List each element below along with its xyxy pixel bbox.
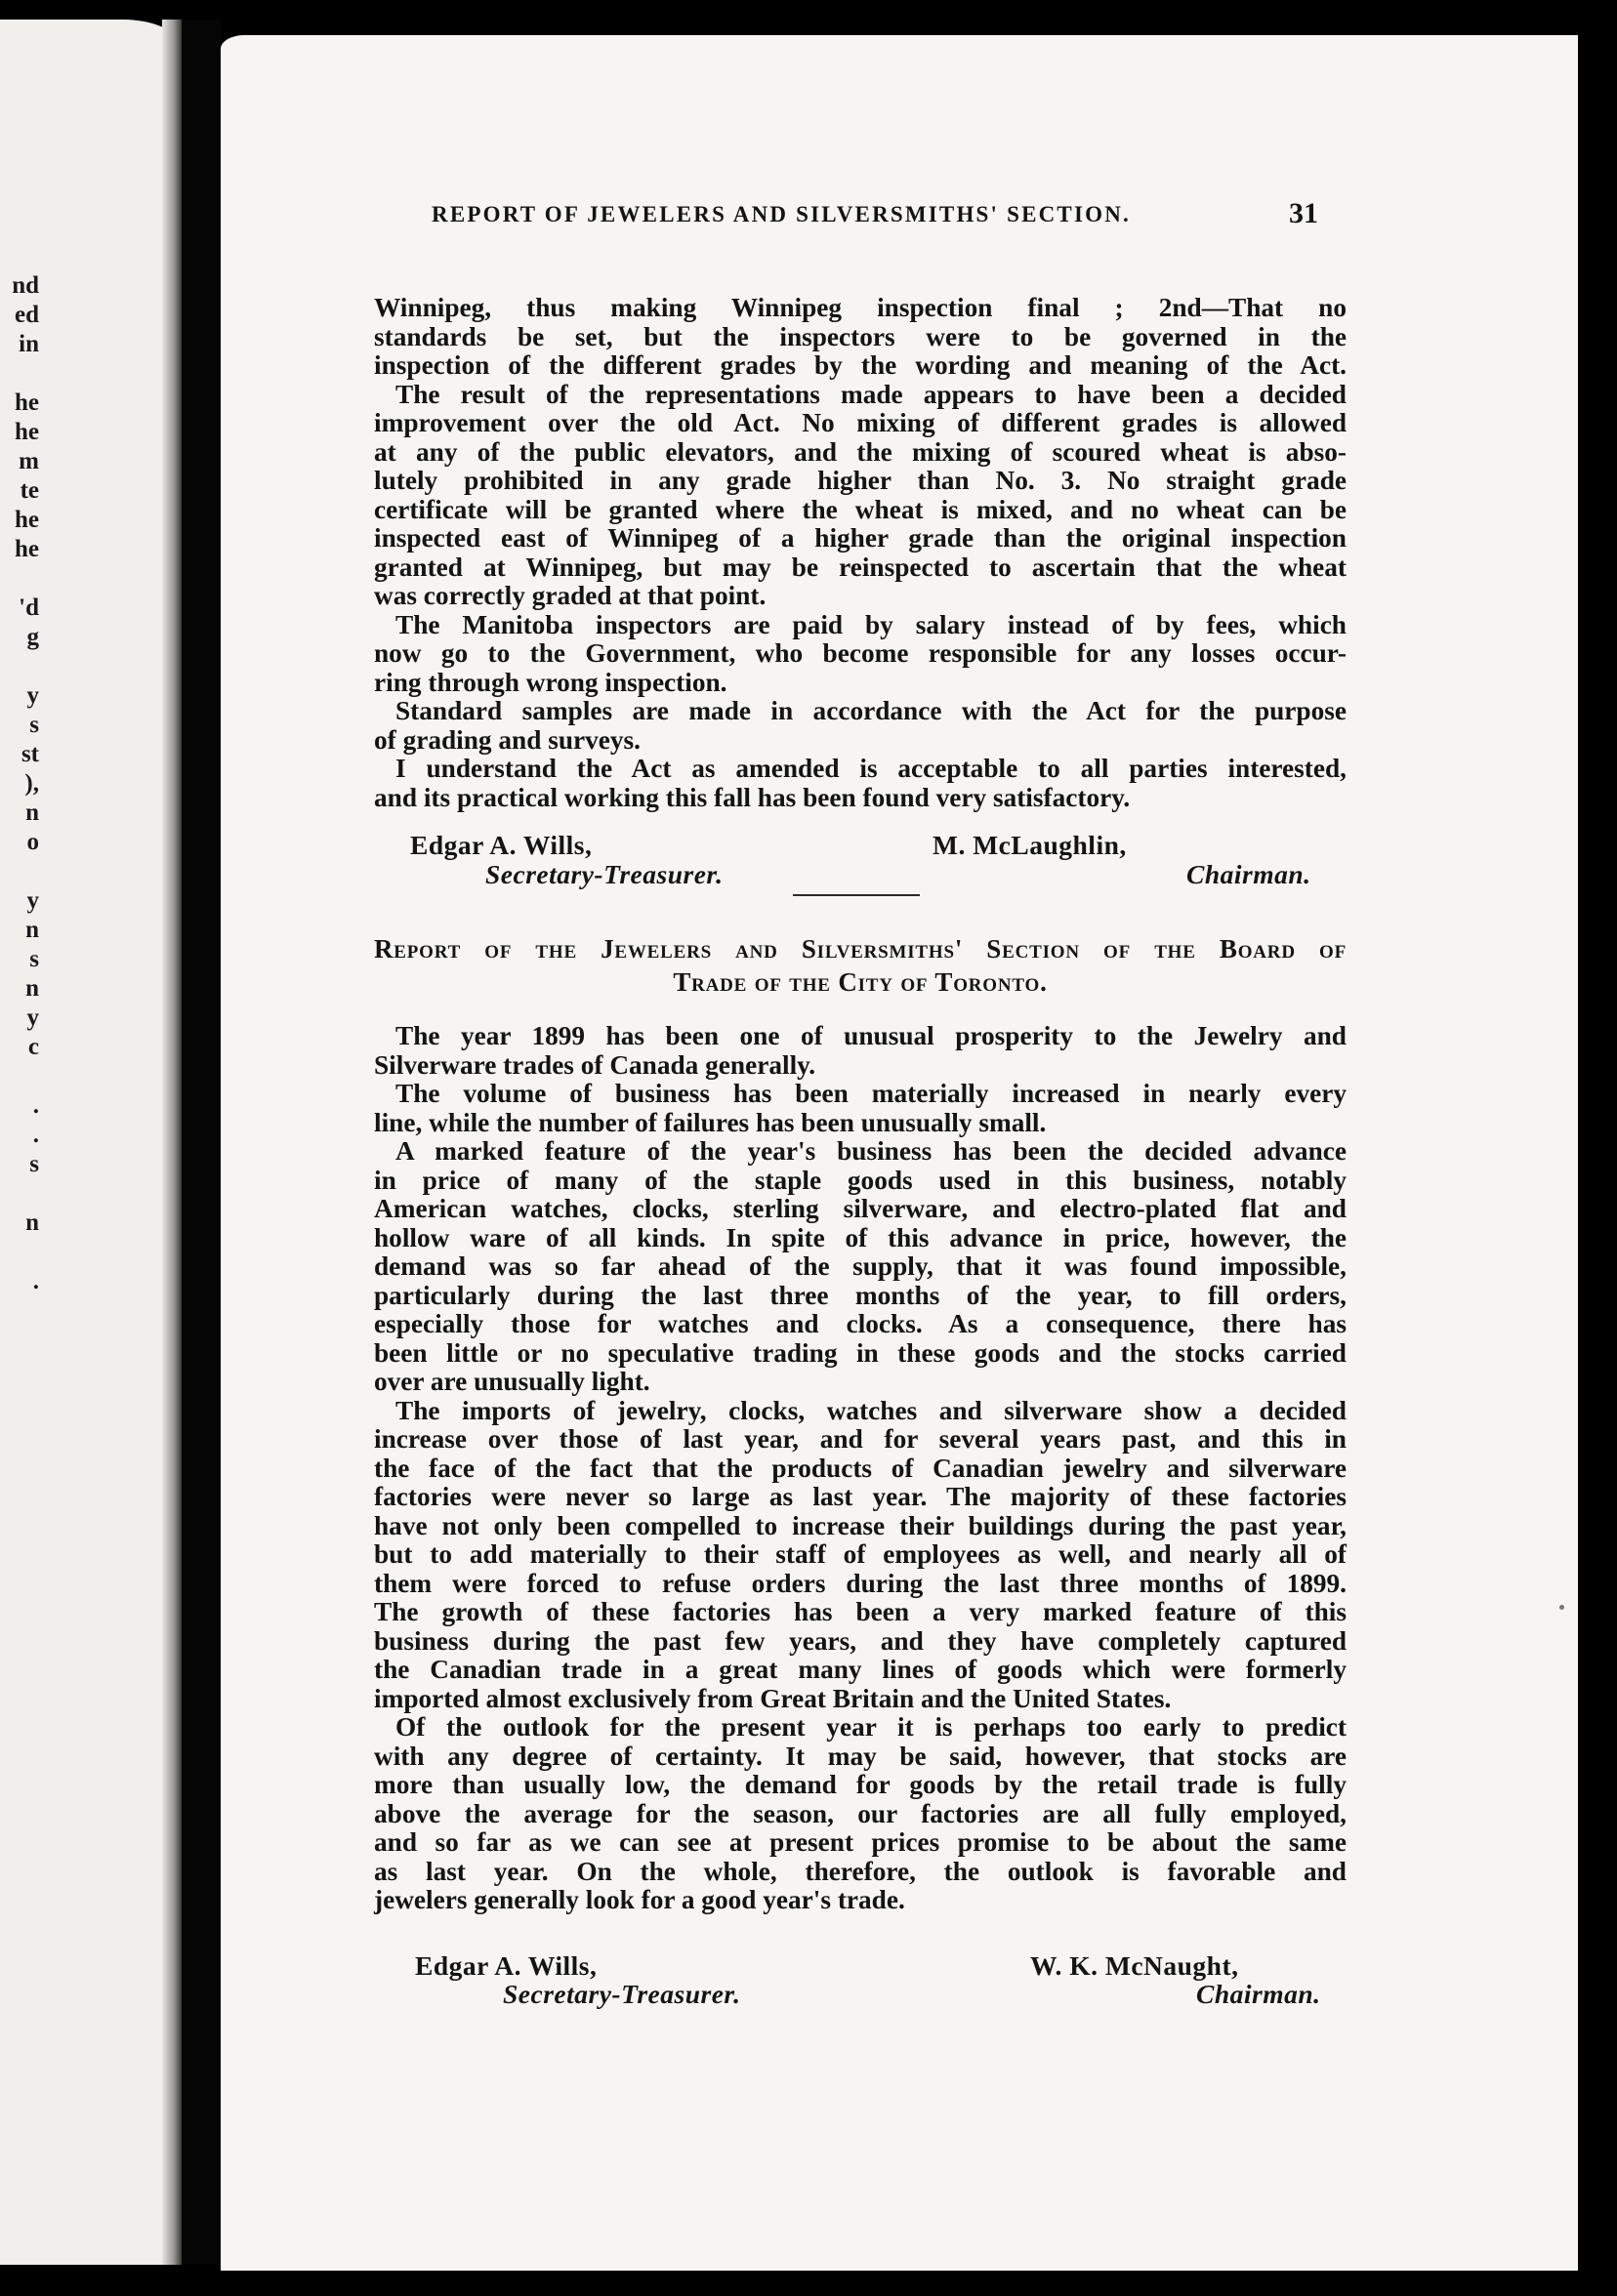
left-page-fragment: o	[26, 829, 39, 855]
section2-heading-line1: Report of the Jewelers and Silversmiths' Section of the Board of	[374, 934, 1347, 964]
left-page-fragment: st	[21, 741, 39, 767]
section1-line: certificate will be granted where the wheat is mixed, and no wheat can be	[374, 494, 1347, 524]
section2-signature-left-title: Secretary-Treasurer.	[503, 1979, 741, 2009]
left-facing-page	[0, 20, 182, 2265]
section1-line: was correctly graded at that point.	[374, 581, 767, 610]
section1-line: Standard samples are made in accordance with the Act for the purpose	[395, 696, 1347, 725]
left-page-fragment: nd	[12, 272, 39, 299]
left-page-fragment: y	[26, 1004, 39, 1031]
section2-signature-left-name: Edgar A. Wills,	[415, 1950, 598, 1981]
left-page-fragment: .	[32, 1092, 39, 1119]
left-page-fragment: n	[25, 1210, 39, 1236]
book-spine	[162, 20, 182, 2265]
section1-line: inspected east of Winnipeg of a higher grade than the original inspection	[374, 523, 1347, 553]
section2-line: factories were never so large as last year. The majority of these factories	[374, 1482, 1347, 1511]
section2-line: them were forced to refuse orders during the last three months of 1899.	[374, 1568, 1347, 1598]
section2-body	[374, 1022, 1347, 1915]
left-page-fragment: in	[19, 331, 39, 357]
left-page-fragment	[0, 1062, 39, 1091]
section2-heading-line2: Trade of the City of Toronto.	[673, 967, 1048, 997]
left-page-fragment: n	[25, 800, 39, 826]
paper-speck	[1559, 1605, 1564, 1610]
left-page-fragment: .	[32, 1122, 39, 1148]
section2-line: but to add materially to their staff of employees as well, and nearly all of	[374, 1539, 1347, 1569]
section2-line: Silverware trades of Canada generally.	[374, 1049, 816, 1080]
section-divider-rule	[793, 894, 920, 896]
section1-line: I understand the Act as amended is acceptable to all parties interested,	[395, 754, 1347, 783]
section2-line: increase over those of last year, and for several years past, and this in	[374, 1424, 1347, 1454]
section2-heading	[374, 932, 1347, 999]
section2-line: and so far as we can see at present prices promise to be about the same	[374, 1827, 1347, 1857]
section2-line: the face of the fact that the products of Canadian jewelry and silverware	[374, 1453, 1347, 1483]
section2-line: been little or no speculative trading in these goods and the stocks carried	[374, 1337, 1347, 1368]
section2-line: jewelers generally look for a good year's trade.	[374, 1885, 905, 1914]
section2-line: over are unusually light.	[374, 1367, 650, 1396]
section1-line: of grading and surveys.	[374, 724, 642, 755]
left-page-fragment	[0, 1296, 39, 1326]
page-number: 31	[1289, 197, 1318, 229]
left-page-fragment: y	[26, 682, 39, 709]
left-page-fragment: c	[27, 1034, 39, 1060]
left-page-fragment: s	[29, 1151, 39, 1177]
left-page-fragment: s	[29, 712, 39, 738]
section2-line: A marked feature of the year's business has been the decided advance	[395, 1136, 1347, 1166]
section1-signature-left-title: Secretary-Treasurer.	[485, 859, 724, 889]
left-page-fragment: he	[15, 390, 39, 416]
left-page-fragment: y	[26, 887, 39, 914]
section1-line: Winnipeg, thus making Winnipeg inspection final ; 2nd—That no	[374, 293, 1347, 322]
section2-line: The volume of business has been materially increased in nearly every	[395, 1079, 1347, 1108]
left-page-fragment	[0, 1238, 39, 1267]
section1-line: inspection of the different grades by the wording and meaning of the Act.	[374, 350, 1347, 380]
section2-line: more than usually low, the demand for goods by the retail trade is fully	[374, 1770, 1347, 1799]
section2-line: especially those for watches and clocks. As a consequence, there has	[374, 1309, 1347, 1338]
left-page-fragment: m	[19, 448, 39, 474]
section2-line: line, while the number of failures has been unusually small.	[374, 1107, 1047, 1137]
section2-line: the Canadian trade in a great many lines of goods which were formerly	[374, 1655, 1347, 1684]
left-page-fragment: .	[32, 1268, 39, 1294]
section1-body	[374, 294, 1347, 812]
section2-line: above the average for the season, our factories are all fully employed,	[374, 1798, 1347, 1828]
left-page-fragment: he	[15, 536, 39, 562]
section1-signature-left-name: Edgar A. Wills,	[410, 830, 593, 860]
left-page-fragment	[0, 857, 39, 886]
left-page-fragment: ed	[15, 302, 39, 328]
section2-line: hollow ware of all kinds. In spite of this advance in price, however, the	[374, 1222, 1347, 1252]
left-page-fragment	[0, 564, 39, 594]
section2-line: with any degree of certainty. It may be said, however, that stocks are	[374, 1741, 1347, 1771]
section2-line: in price of many of the staple goods used in this business, notably	[374, 1165, 1347, 1195]
section1-line: granted at Winnipeg, but may be reinspected to ascertain that the wheat	[374, 552, 1347, 582]
section2-line: have not only been compelled to increase their buildings during the past year,	[374, 1510, 1347, 1540]
left-page-text-fragments	[0, 271, 39, 1326]
section2-line: Of the outlook for the present year it is perhaps too early to predict	[395, 1712, 1347, 1742]
page-gutter	[182, 20, 221, 2265]
running-head: REPORT OF JEWELERS AND SILVERSMITHS' SECTION.	[432, 202, 1131, 226]
section2-line: demand was so far ahead of the supply, that it was found impossible,	[374, 1251, 1347, 1281]
section1-line: now go to the Government, who become responsible for any losses occur-	[374, 638, 1347, 668]
section1-line: ring through wrong inspection.	[374, 667, 727, 697]
left-page-fragment: 'd	[19, 594, 39, 621]
section2-line: business during the past few years, and they have completely captured	[374, 1625, 1347, 1656]
section2-line: particularly during the last three months of the year, to fill orders,	[374, 1280, 1347, 1310]
left-page-fragment: s	[29, 946, 39, 972]
section2-line: American watches, clocks, sterling silverware, and electro-plated flat and	[374, 1194, 1347, 1223]
section1-line: and its practical working this fall has been found very satisfactory.	[374, 782, 1131, 812]
section1-line: lutely prohibited in any grade higher than No. 3. No straight grade	[374, 466, 1347, 495]
section1-line: standards be set, but the inspectors were to be governed in the	[374, 321, 1347, 351]
section2-line: The year 1899 has been one of unusual prosperity to the Jewelry and	[395, 1021, 1347, 1050]
left-page-fragment	[0, 652, 39, 681]
section1-line: The Manitoba inspectors are paid by salary instead of by fees, which	[395, 609, 1347, 639]
section1-signature-right-title: Chairman.	[1186, 859, 1311, 889]
section2-signature-right-title: Chairman.	[1196, 1979, 1321, 2009]
section2-line: as last year. On the whole, therefore, the outlook is favorable and	[374, 1856, 1347, 1886]
left-page-fragment: n	[25, 975, 39, 1002]
left-page-fragment: ),	[24, 770, 39, 797]
section1-signature-right-name: M. McLaughlin,	[933, 830, 1127, 860]
left-page-fragment: he	[15, 507, 39, 533]
section2-line: The growth of these factories has been a very marked feature of this	[374, 1597, 1347, 1626]
left-page-fragment: he	[15, 419, 39, 445]
section2-signature-right-name: W. K. McNaught,	[1030, 1950, 1239, 1981]
section2-line: The imports of jewelry, clocks, watches and silverware show a decided	[395, 1395, 1347, 1425]
section1-line: improvement over the old Act. No mixing of different grades is allowed	[374, 408, 1347, 437]
left-page-fragment: g	[26, 624, 39, 650]
left-page-fragment: te	[20, 477, 39, 504]
section2-line: imported almost exclusively from Great Britain and the United States.	[374, 1683, 1172, 1713]
left-page-fragment	[0, 1179, 39, 1209]
left-page-fragment: n	[25, 917, 39, 943]
section1-line: The result of the representations made appears to have been a decided	[395, 379, 1347, 409]
section1-line: at any of the public elevators, and the mixing of scoured wheat is abso-	[374, 436, 1347, 467]
left-page-fragment	[0, 359, 39, 389]
